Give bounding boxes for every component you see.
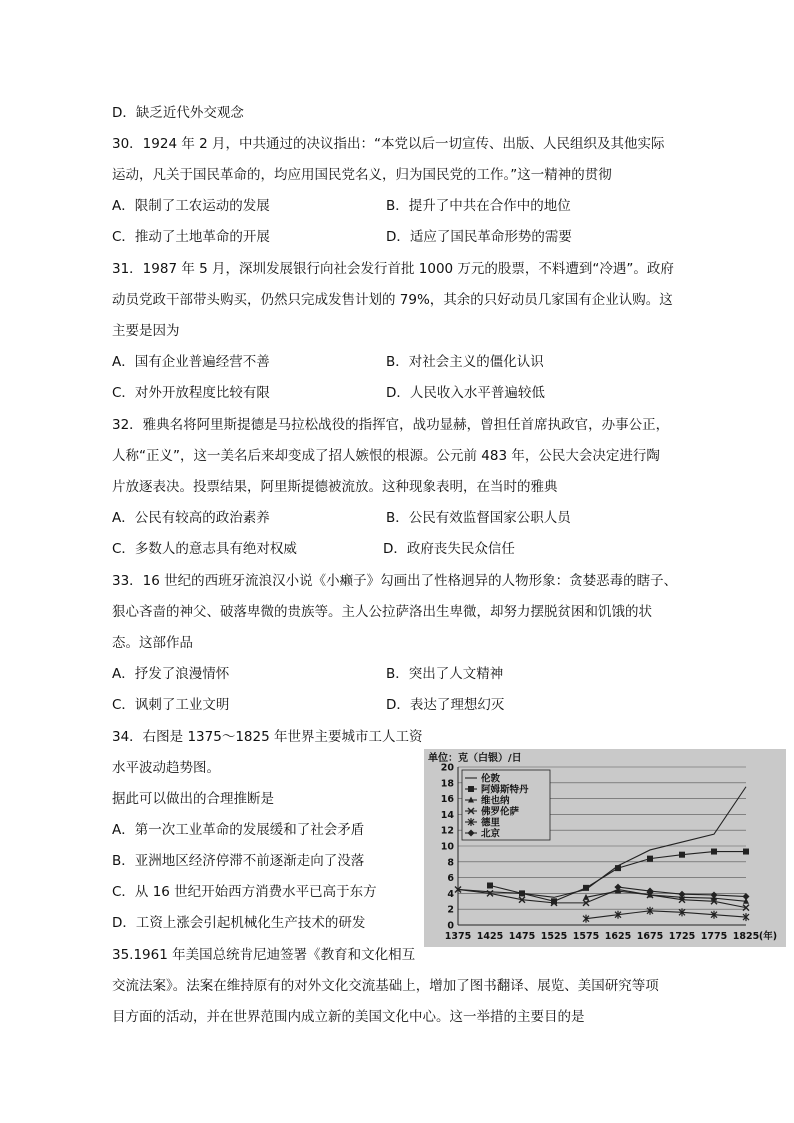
q33-stem-line-1: 33．16 世纪的西班牙流浪汉小说《小癞子》勾画出了性格迥异的人物形象：贪婪恶毒的瞎子、 xyxy=(112,573,678,589)
y-tick-label: 14 xyxy=(440,809,454,821)
data-point xyxy=(711,891,718,898)
q34-option-c: C．从 16 世纪开始西方消费水平已高于东方 xyxy=(112,884,377,900)
q31-option-c: C．对外开放程度比较有限 xyxy=(112,385,270,401)
q35-stem-line-3: 目方面的活动，并在世界范围内成立新的美国文化中心。这一举措的主要目的是 xyxy=(112,1009,585,1025)
data-point xyxy=(519,890,525,896)
q30-option-d: D．适应了国民革命形势的需要 xyxy=(386,229,572,245)
legend-label: 北京 xyxy=(481,828,501,840)
x-tick-label: 1375 xyxy=(444,931,472,942)
y-tick-label: 10 xyxy=(440,841,454,853)
data-point xyxy=(711,849,717,855)
q32-stem-line-3: 片放逐表决。投票结果，阿里斯提德被流放。这种现象表明，在当时的雅典 xyxy=(112,479,558,495)
data-point xyxy=(743,893,750,900)
q30-stem-line-2: 运动，凡关于国民革命的，均应用国民党名义，归为国民党的工作。”这一精神的贯彻 xyxy=(112,167,612,183)
y-tick-label: 16 xyxy=(440,794,454,806)
x-tick-label: 1475 xyxy=(508,931,536,942)
q31-stem-line-3: 主要是因为 xyxy=(112,323,180,339)
y-tick-label: 2 xyxy=(447,904,454,916)
wage-trend-chart xyxy=(424,749,786,947)
y-tick-label: 4 xyxy=(447,888,454,900)
data-point xyxy=(615,865,621,871)
series-x xyxy=(455,886,749,910)
q33-option-b: B．突出了人文精神 xyxy=(386,666,504,682)
q30-option-a: A．限制了工农运动的发展 xyxy=(112,198,270,214)
y-tick-label: 12 xyxy=(440,825,454,837)
q33-stem-line-2: 狠心吝啬的神父、破落卑微的贵族等。主人公拉萨洛出生卑微，却努力摆脱贫困和饥饿的状 xyxy=(112,604,652,620)
legend-label: 阿姆斯特丹 xyxy=(481,784,529,796)
q34-stem-line-1: 34．右图是 1375～1825 年世界主要城市工人工资 xyxy=(112,729,423,745)
x-tick-label: 1825 xyxy=(732,931,760,942)
q30-option-b: B．提升了中共在合作中的地位 xyxy=(386,198,571,214)
chart-title: 单位：克（白银）/日 xyxy=(428,753,522,764)
series-line xyxy=(586,911,746,919)
q32-option-a: A．公民有较高的政治素养 xyxy=(112,510,270,526)
data-point xyxy=(487,883,493,889)
y-tick-label: 8 xyxy=(447,857,454,869)
q32-option-c: C．多数人的意志具有绝对权威 xyxy=(112,541,297,557)
q34-stem-line-2: 水平波动趋势图。 xyxy=(112,760,220,776)
q33-option-a: A．抒发了浪漫情怀 xyxy=(112,666,230,682)
y-tick-label: 6 xyxy=(447,873,454,885)
series-square xyxy=(487,849,749,905)
q29-option-d: D．缺乏近代外交观念 xyxy=(112,105,244,121)
q33-option-d: D．表达了理想幻灭 xyxy=(386,697,505,713)
q31-stem-line-2: 动员党政干部带头购买，仍然只完成发售计划的 79%，其余的只好动员几家国有企业认购。这 xyxy=(112,292,673,308)
y-tick-label: 0 xyxy=(447,920,454,932)
q34-option-b: B．亚洲地区经济停滞不前逐渐走向了没落 xyxy=(112,853,365,869)
data-point xyxy=(468,786,474,792)
data-point xyxy=(647,856,653,862)
y-tick-label: 18 xyxy=(440,778,454,790)
q31-option-a: A．国有企业普遍经营不善 xyxy=(112,354,270,370)
q32-stem-line-1: 32．雅典名将阿里斯提德是马拉松战役的指挥官，战功显赫，曾担任首席执政官，办事公正， xyxy=(112,417,670,433)
x-tick-label: 1725 xyxy=(668,931,696,942)
x-tick-label: 1775 xyxy=(700,931,728,942)
x-unit-label: (年) xyxy=(758,931,778,942)
data-point xyxy=(743,849,749,855)
q34-option-d: D．工资上涨会引起机械化生产技术的研发 xyxy=(112,915,366,931)
x-tick-label: 1525 xyxy=(540,931,568,942)
legend-label: 伦敦 xyxy=(481,773,501,785)
q33-option-c: C．讽刺了工业文明 xyxy=(112,697,230,713)
legend-label: 德里 xyxy=(481,817,501,829)
q31-stem-line-1: 31．1987 年 5 月，深圳发展银行向社会发行首批 1000 万元的股票，不料遭到“冷遇”。政府 xyxy=(112,261,674,277)
q35-stem-line-2: 交流法案》。法案在维持原有的对外文化交流基础上，增加了图书翻译、展览、美国研究等项 xyxy=(112,978,659,994)
q31-option-d: D．人民收入水平普遍较低 xyxy=(386,385,545,401)
x-tick-label: 1625 xyxy=(604,931,632,942)
x-tick-label: 1425 xyxy=(476,931,504,942)
q34-option-a: A．第一次工业革命的发展缓和了社会矛盾 xyxy=(112,822,365,838)
data-point xyxy=(583,885,589,891)
q32-option-b: B．公民有效监督国家公职人员 xyxy=(386,510,571,526)
data-point xyxy=(679,852,685,858)
q32-option-d: D．政府丧失民众信任 xyxy=(383,541,515,557)
y-tick-label: 20 xyxy=(440,762,454,774)
legend-label: 维也纳 xyxy=(481,795,510,807)
wage-chart-svg xyxy=(424,749,786,947)
q34-stem-line-3: 据此可以做出的合理推断是 xyxy=(112,791,274,807)
q32-stem-line-2: 人称“正义”，这一美名后来却变成了招人嫉恨的根源。公元前 483 年，公民大会决定进行陶 xyxy=(112,448,660,464)
x-tick-label: 1675 xyxy=(636,931,664,942)
x-tick-label: 1575 xyxy=(572,931,600,942)
q31-option-b: B．对社会主义的僵化认识 xyxy=(386,354,544,370)
chart-legend xyxy=(462,770,550,840)
q35-stem-line-1: 35.1961 年美国总统肯尼迪签署《教育和文化相互 xyxy=(112,947,416,963)
legend-label: 佛罗伦萨 xyxy=(481,806,520,818)
q30-stem-line-1: 30．1924 年 2 月，中共通过的决议指出：“本党以后一切宣传、出版、人民组织及其他实际 xyxy=(112,136,665,152)
q30-option-c: C．推动了土地革命的开展 xyxy=(112,229,270,245)
q33-stem-line-3: 态。这部作品 xyxy=(112,635,193,651)
